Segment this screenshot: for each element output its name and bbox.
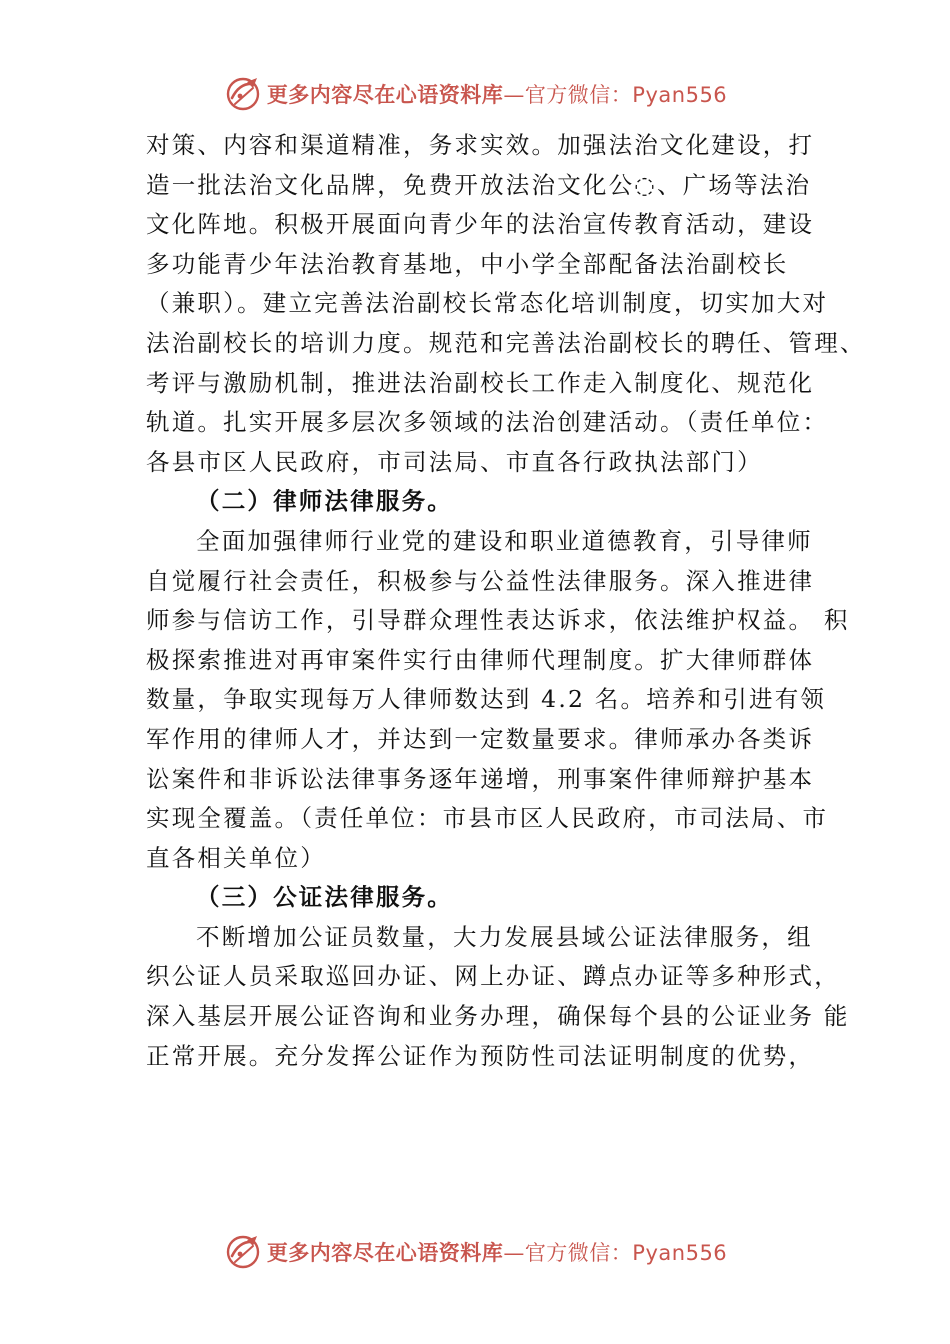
paragraph-line: 考评与激励机制，推进法治副校长工作走入制度化、规范化 <box>146 368 815 397</box>
paragraph-line: 多功能青少年法治教育基地，中小学全部配备法治副校长 <box>146 249 789 278</box>
paragraph-line: 法治副校长的培训力度。规范和完善法治副校长的聘任、管理、 <box>146 328 866 357</box>
paragraph-line: 深入基层开展公证咨询和业务办理，确保每个县的公证业务 能 <box>146 1002 850 1031</box>
logo-icon <box>223 1232 263 1272</box>
logo-icon <box>223 74 263 114</box>
paragraph-line: 数量，争取实现每万人律师数达到 4.2 名。培养和引进有领 <box>146 685 827 714</box>
paragraph-line: （兼职）。建立完善法治副校长常态化培训制度，切实加大对 <box>146 289 829 318</box>
paragraph-line: 轨道。扎实开展多层次多领域的法治创建活动。（责任单位： <box>146 408 829 437</box>
paragraph-line: 全面加强律师行业党的建设和职业道德教育，引导律师 <box>196 526 813 555</box>
paragraph-line: 军作用的律师人才，并达到一定数量要求。律师承办各类诉 <box>146 724 815 753</box>
paragraph-line: 各县市区人民政府，市司法局、市直各行政执法部门） <box>146 447 763 476</box>
paragraph-line: 师参与信访工作，引导群众理性表达诉求，依法维护权益。 积 <box>146 606 850 635</box>
section-heading-notary-services: （三）公证法律服务。 <box>196 883 453 912</box>
paragraph-line: 讼案件和非诉讼法律事务逐年递增，刑事案件律师辩护基本 <box>146 764 815 793</box>
paragraph-line: 极探索推进对再审案件实行由律师代理制度。扩大律师群体 <box>146 645 815 674</box>
paragraph-line: 直各相关单位） <box>146 843 326 872</box>
watermark-header <box>0 74 950 114</box>
watermark-footer <box>0 1232 950 1272</box>
paragraph-line: 实现全覆盖。（责任单位：市县市区人民政府，市司法局、市 <box>146 804 829 833</box>
watermark-text: 更多内容尽在心语资料库—官方微信：Pyan556 <box>266 1241 728 1265</box>
paragraph-line: 织公证人员采取巡回办证、网上办证、蹲点办证等多种形式， <box>146 962 840 991</box>
watermark-text: 更多内容尽在心语资料库—官方微信：Pyan556 <box>266 83 728 107</box>
paragraph-line: 文化阵地。积极开展面向青少年的法治宣传教育活动，建设 <box>146 210 815 239</box>
document-body <box>146 126 866 1076</box>
paragraph-line: 正常开展。充分发挥公证作为预防性司法证明制度的优势， <box>146 1041 815 1070</box>
paragraph-line: 造一批法治文化品牌，免费开放法治文化公◌、广场等法治 <box>146 170 812 199</box>
paragraph-line: 不断增加公证员数量，大力发展县域公证法律服务，组 <box>196 922 813 951</box>
section-heading-lawyer-services: （二）律师法律服务。 <box>196 487 453 516</box>
paragraph-line: 对策、内容和渠道精准，务求实效。加强法治文化建设，打 <box>146 131 815 159</box>
paragraph-line: 自觉履行社会责任，积极参与公益性法律服务。深入推进律 <box>146 566 815 595</box>
